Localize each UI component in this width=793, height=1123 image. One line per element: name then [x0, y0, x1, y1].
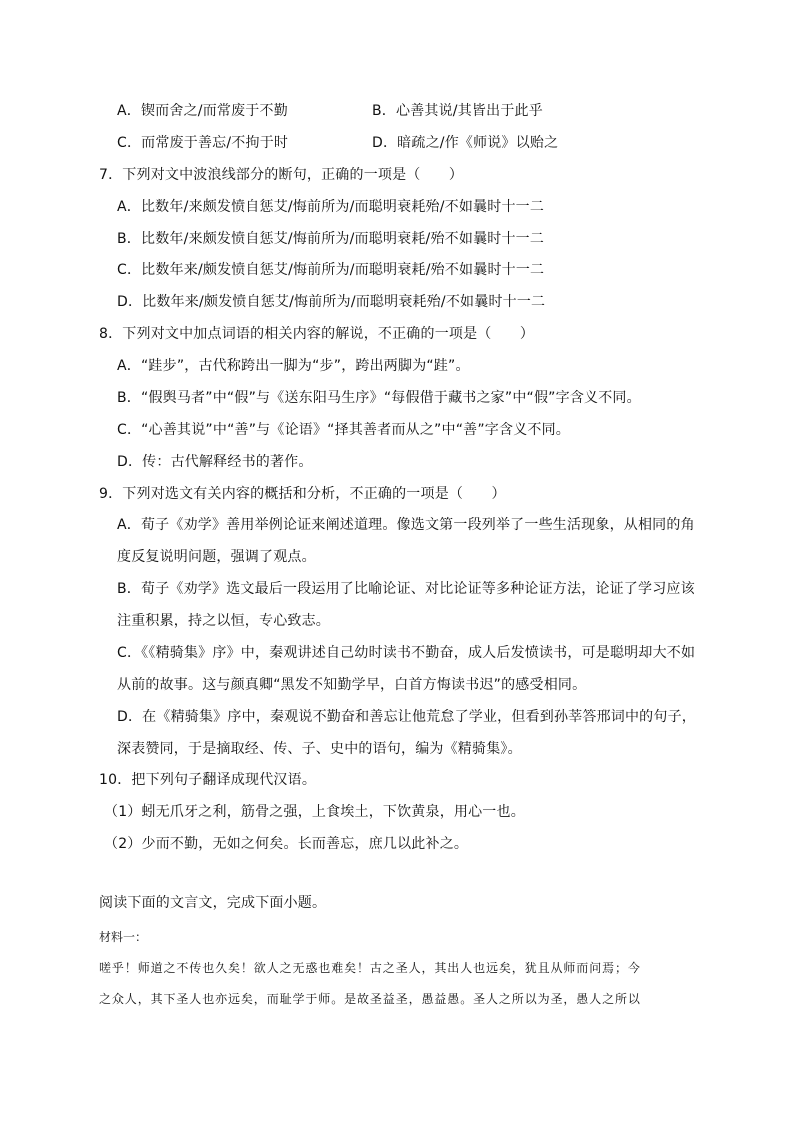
q7-option-b: B．比数年/来颇发愤自惩艾/悔前所为/而聪明衰耗/殆不如曩时十一二: [117, 231, 545, 247]
q6-option-c: C．而常废于善忘/不拘于时: [117, 135, 289, 151]
q9-stem: 9．下列对选文有关内容的概括和分析，不正确的一项是（ ）: [99, 486, 506, 502]
q7-stem: 7．下列对文中波浪线部分的断句，正确的一项是（ ）: [99, 167, 464, 183]
q6-option-d: D．暗疏之/作《师说》以贻之: [372, 135, 559, 151]
q9-option-d-line2: 深表赞同，于是摘取经、传、子、史中的语句，编为《精骑集》。: [117, 741, 522, 757]
q10-stem: 10．把下列句子翻译成现代汉语。: [99, 772, 317, 788]
reading-intro: 阅读下面的文言文，完成下面小题。: [99, 895, 327, 911]
q9-option-d-line1: D．在《精骑集》序中，秦观说不勤奋和善忘让他荒怠了学业，但看到孙莘答邢词中的句子，: [117, 709, 696, 725]
material-text-line-1: 嗟乎！师道之不传也久矣！欲人之无惑也难矣！古之圣人，其出人也远矣，犹且从师而问焉；今: [99, 961, 641, 975]
q9-option-a-line1: A．荀子《劝学》善用举例论证来阐述道理。像选文第一段列举了一些生活现象，从相同的角: [117, 517, 695, 533]
q7-option-a: A．比数年/来颇发愤自惩艾/悔前所为/而聪明衰耗殆/不如曩时十一二: [117, 199, 545, 215]
q9-option-c-line1: C．《《精骑集》序》中，秦观讲述自己幼时读书不勤奋，成人后发愤读书，可是聪明却大不如: [117, 645, 696, 661]
q9-option-c-line2: 从前的故事。这与颜真卿“黑发不知勤学早，白首方悔读书迟”的感受相同。: [117, 677, 587, 693]
q6-option-b: B．心善其说/其皆出于此乎: [372, 103, 543, 119]
q7-option-c: C．比数年来/颇发愤自惩艾/悔前所为/而聪明衰耗/殆不如曩时十一二: [117, 262, 545, 278]
q8-option-c: C．“心善其说”中“善”与《论语》“择其善者而从之”中“善”字含义不同。: [117, 422, 570, 438]
q9-option-a-line2: 度反复说明问题，强调了观点。: [117, 549, 316, 565]
material-text-line-2: 之众人，其下圣人也亦远矣，而耻学于师。是故圣益圣，愚益愚。圣人之所以为圣，愚人之所以: [99, 992, 641, 1006]
q9-option-b-line2: 注重积累，持之以恒，专心致志。: [117, 613, 330, 629]
q6-option-a: A．锲而舍之/而常废于不勤: [117, 103, 288, 119]
q10-sentence-2: （2）少而不勤，无如之何矣。长而善忘，庶几以此补之。: [104, 836, 469, 852]
q8-option-d: D．传：古代解释经书的著作。: [117, 454, 313, 470]
q8-stem: 8．下列对文中加点词语的相关内容的解说，不正确的一项是（ ）: [99, 326, 535, 342]
q8-option-b: B．“假舆马者”中“假”与《送东阳马生序》“每假借于藏书之家”中“假”字含义不同。: [117, 390, 641, 406]
q7-option-d: D．比数年来/颇发愤自惩艾/悔前所为/而聪明衰耗殆/不如曩时十一二: [117, 294, 546, 310]
q9-option-b-line1: B．荀子《劝学》选文最后一段运用了比喻论证、对比论证等多种论证方法，论证了学习应该: [117, 581, 695, 597]
q10-sentence-1: （1）蚓无爪牙之利，筋骨之强，上食埃土，下饮黄泉，用心一也。: [104, 804, 525, 820]
q8-option-a: A．“跬步”，古代称跨出一脚为“步”，跨出两脚为“跬”。: [117, 358, 470, 374]
material-label: 材料一：: [99, 930, 148, 944]
